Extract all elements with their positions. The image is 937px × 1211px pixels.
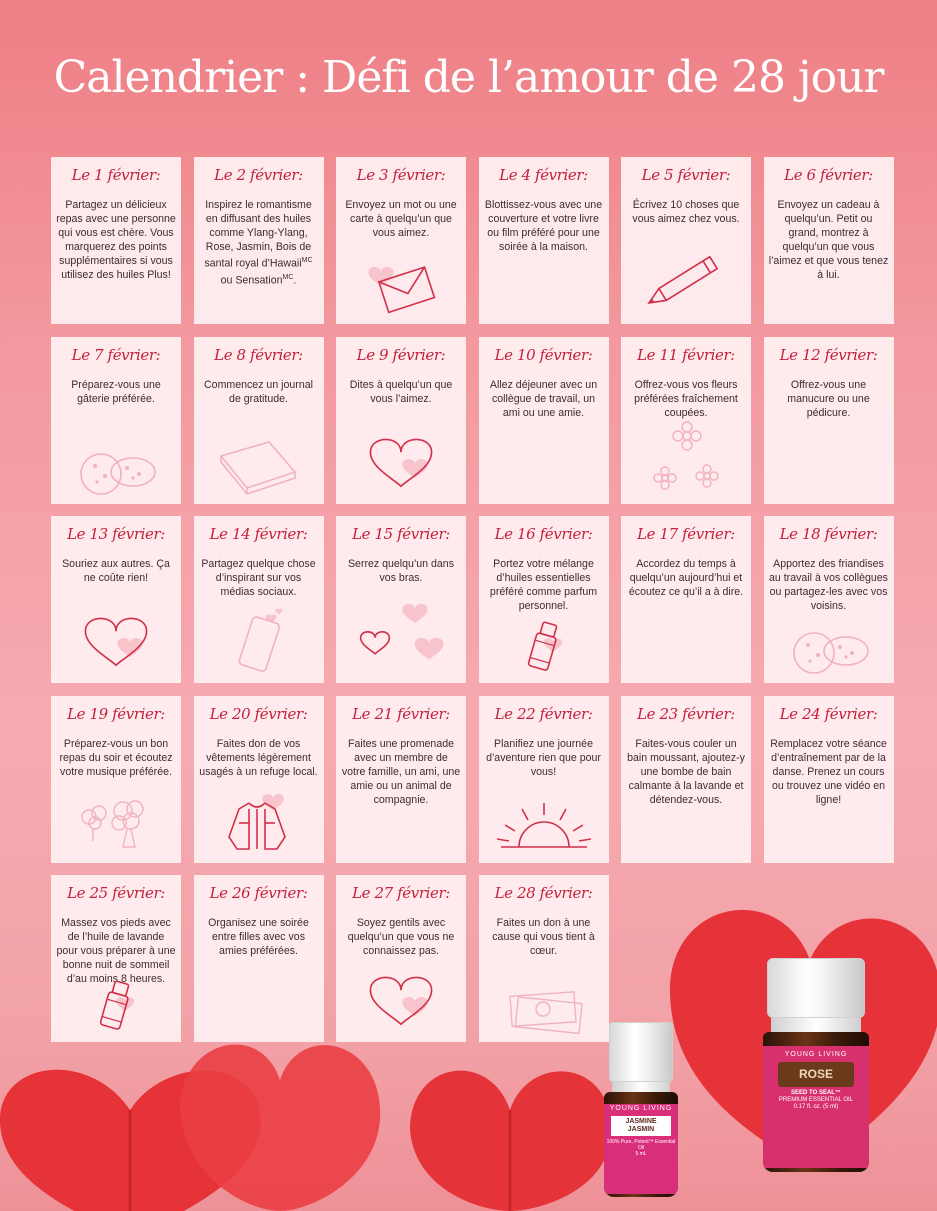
day-card-24 bbox=[764, 696, 894, 863]
flowers-icon bbox=[621, 416, 751, 496]
day-date: Le 24 février: bbox=[779, 704, 878, 723]
day-card-12 bbox=[764, 337, 894, 504]
day-text: Envoyez un mot ou une carte à quelqu’un que vous aimez. bbox=[345, 199, 457, 239]
day-text: Souriez aux autres. Ça ne coûte rien! bbox=[62, 558, 170, 584]
heart-icon bbox=[51, 609, 181, 675]
day-date: Le 26 février: bbox=[209, 884, 308, 902]
day-date: Le 14 février: bbox=[209, 525, 308, 543]
jasmine-size: 5 mL bbox=[635, 1151, 647, 1157]
heart-icon bbox=[336, 968, 466, 1034]
day-card-5 bbox=[621, 157, 751, 324]
rose-line1: SEED TO SEAL™ bbox=[791, 1090, 841, 1096]
day-date: Le 28 février: bbox=[494, 884, 593, 902]
rose-brand: YOUNG LIVING bbox=[784, 1051, 848, 1058]
rose-oil-bottle bbox=[763, 958, 869, 1172]
day-text-part: ou Sensation bbox=[220, 274, 283, 287]
day-text bbox=[199, 198, 319, 287]
jasmine-name-fr: JASMIN bbox=[627, 1126, 655, 1133]
day-text: Offrez-vous une manucure ou une pédicure. bbox=[787, 378, 870, 419]
day-text: Massez vos pieds avec de l’huile de lavande pour vous préparer à une bonne nuit de sommeil d’au moins 8 heures. bbox=[56, 917, 176, 985]
day-text: Portez votre mélange d’huiles essentielles préféré comme parfum personnel. bbox=[489, 558, 598, 612]
day-card-27 bbox=[336, 875, 466, 1042]
day-text: Serrez quelqu’un dans vos bras. bbox=[347, 558, 454, 584]
day-date: Le 17 février: bbox=[637, 525, 735, 543]
day-card-28 bbox=[479, 875, 609, 1042]
day-date: Le 13 février: bbox=[67, 525, 165, 543]
pencil-icon bbox=[621, 246, 751, 316]
rose-size: 0.17 fl. oz. (5 ml) bbox=[793, 1104, 839, 1110]
day-card-17 bbox=[621, 516, 751, 683]
day-date: Le 18 février: bbox=[779, 525, 878, 543]
day-text: Envoyez un cadeau à quelqu’un. Petit ou grand, montrez à quelqu’un que vous l’aimez et que vous tenez à lui. bbox=[768, 199, 889, 281]
day-text: Accordez du temps à quelqu’un aujourd’hui et écoutez ce qu’il a à dire. bbox=[628, 558, 744, 598]
day-date: Le 27 février: bbox=[352, 884, 450, 902]
day-card-22 bbox=[479, 696, 609, 863]
day-date: Le 16 février: bbox=[494, 525, 593, 543]
day-text: Remplacez votre séance d’entraînement par de la danse. Prenez un cours ou trouvez une vidéo en ligne! bbox=[770, 737, 887, 806]
day-card-21 bbox=[336, 696, 466, 863]
oil-bottle-icon bbox=[51, 978, 181, 1034]
day-text: Blottissez-vous avec une couverture et votre livre ou film préféré pour une soirée à la maison. bbox=[484, 199, 603, 253]
day-date: Le 20 février: bbox=[209, 704, 308, 723]
day-card-9 bbox=[336, 337, 466, 504]
heart-icon bbox=[336, 430, 466, 496]
day-date: Le 25 février: bbox=[67, 884, 165, 902]
day-text: Organisez une soirée entre filles avec vos amies préférées. bbox=[208, 917, 309, 957]
trademark-mark: MC bbox=[282, 273, 294, 281]
day-text: Apportez des friandises au travail à vos collègues ou partagez-les avec vos voisins. bbox=[769, 558, 888, 612]
day-card-6 bbox=[764, 157, 894, 324]
day-card-16 bbox=[479, 516, 609, 683]
day-text: Faites don de vos vêtements légèrement usagés à un refuge local. bbox=[199, 737, 318, 778]
day-card-2 bbox=[194, 157, 324, 324]
day-text: Planifiez une journée d’aventure rien que pour vous! bbox=[486, 737, 601, 778]
jasmine-oil-bottle bbox=[604, 1022, 678, 1197]
day-date: Le 1 février: bbox=[71, 166, 161, 184]
day-card-19 bbox=[51, 696, 181, 863]
sun-icon bbox=[479, 799, 609, 855]
calendar-grid bbox=[51, 157, 894, 1042]
envelope-icon bbox=[336, 256, 466, 316]
notebook-icon bbox=[194, 436, 324, 496]
day-text: Soyez gentils avec quelqu’un que vous ne connaissez pas. bbox=[347, 917, 455, 957]
money-icon bbox=[479, 984, 609, 1034]
day-card-3 bbox=[336, 157, 466, 324]
day-card-7 bbox=[51, 337, 181, 504]
day-text: Faites une promenade avec un membre de votre famille, un ami, une amie ou un animal de compagnie. bbox=[341, 737, 461, 806]
day-card-13 bbox=[51, 516, 181, 683]
day-text: Dites à quelqu’un que vous l’aimez. bbox=[349, 378, 453, 405]
day-text-part: Inspirez le romantisme en diffusant des huiles comme Ylang-Ylang, Rose, Jasmin, Bois de santal royal d’Hawaii bbox=[204, 199, 312, 270]
jasmine-subtitle: 100% Pure, Potent™ Essential Oil bbox=[606, 1139, 676, 1151]
day-date: Le 19 février: bbox=[67, 704, 165, 723]
day-text-part: . bbox=[293, 274, 297, 287]
day-text: Partagez quelque chose d’inspirant sur vos médias sociaux. bbox=[201, 558, 316, 598]
day-card-25 bbox=[51, 875, 181, 1042]
day-card-15 bbox=[336, 516, 466, 683]
day-date: Le 11 février: bbox=[637, 345, 735, 364]
rose-line2: PREMIUM ESSENTIAL OIL bbox=[778, 1097, 854, 1103]
day-text: Faites un don à une cause qui vous tient à cœur. bbox=[492, 917, 595, 957]
rose-name: ROSE bbox=[798, 1067, 833, 1081]
day-card-1 bbox=[51, 157, 181, 324]
day-card-23 bbox=[621, 696, 751, 863]
day-card-18 bbox=[764, 516, 894, 683]
background-heart-center bbox=[380, 1040, 640, 1211]
day-date: Le 15 février: bbox=[352, 525, 450, 543]
day-card-10 bbox=[479, 337, 609, 504]
cookies-icon bbox=[51, 446, 181, 496]
jasmine-name-en: JASMINE bbox=[625, 1118, 657, 1125]
day-text: Préparez-vous une gâterie préférée. bbox=[71, 378, 161, 405]
day-text: Faites-vous couler un bain moussant, ajoutez-y une bombe de bain calmante à la lavande et détendez-vous. bbox=[627, 737, 745, 806]
day-date: Le 4 février: bbox=[499, 166, 588, 184]
cookies-icon bbox=[764, 625, 894, 675]
day-date: Le 22 février: bbox=[494, 704, 593, 723]
day-date: Le 10 février: bbox=[494, 345, 593, 364]
day-date: Le 2 février: bbox=[214, 166, 303, 184]
day-date: Le 5 février: bbox=[641, 166, 731, 184]
day-date: Le 3 février: bbox=[356, 166, 446, 184]
day-text: Partagez un délicieux repas avec une personne qui vous est chère. Vous marquerez des points supplémentaires si vous utilisez des huiles Plus! bbox=[56, 199, 176, 281]
day-date: Le 21 février: bbox=[352, 704, 450, 723]
jasmine-brand: YOUNG LIVING bbox=[609, 1105, 673, 1112]
day-card-8 bbox=[194, 337, 324, 504]
oil-bottle-icon bbox=[479, 619, 609, 675]
day-date: Le 12 février: bbox=[779, 345, 878, 364]
day-card-14 bbox=[194, 516, 324, 683]
day-date: Le 23 février: bbox=[637, 704, 735, 723]
day-date: Le 9 février: bbox=[356, 345, 446, 364]
day-text: Préparez-vous un bon repas du soir et écoutez votre musique préférée. bbox=[59, 737, 173, 778]
day-text: Écrivez 10 choses que vous aimez chez vous. bbox=[632, 199, 740, 225]
page-title: Calendrier : Défi de l’amour de 28 jour bbox=[53, 52, 884, 103]
day-date: Le 8 février: bbox=[214, 345, 303, 364]
trademark-mark: MC bbox=[301, 257, 313, 264]
day-text: Offrez-vous vos fleurs préférées fraîchement coupées. bbox=[634, 378, 738, 419]
day-card-4 bbox=[479, 157, 609, 324]
day-text: Commencez un journal de gratitude. bbox=[204, 378, 313, 405]
day-date: Le 6 février: bbox=[784, 166, 873, 184]
day-text: Allez déjeuner avec un collègue de travail, un ami ou une amie. bbox=[489, 378, 598, 419]
day-date: Le 7 février: bbox=[71, 345, 161, 364]
day-card-11 bbox=[621, 337, 751, 504]
broccoli-icon bbox=[51, 795, 181, 855]
day-card-20 bbox=[194, 696, 324, 863]
jacket-icon bbox=[194, 789, 324, 855]
phone-icon bbox=[194, 605, 324, 675]
day-card-26 bbox=[194, 875, 324, 1042]
hearts-icon bbox=[336, 595, 466, 675]
